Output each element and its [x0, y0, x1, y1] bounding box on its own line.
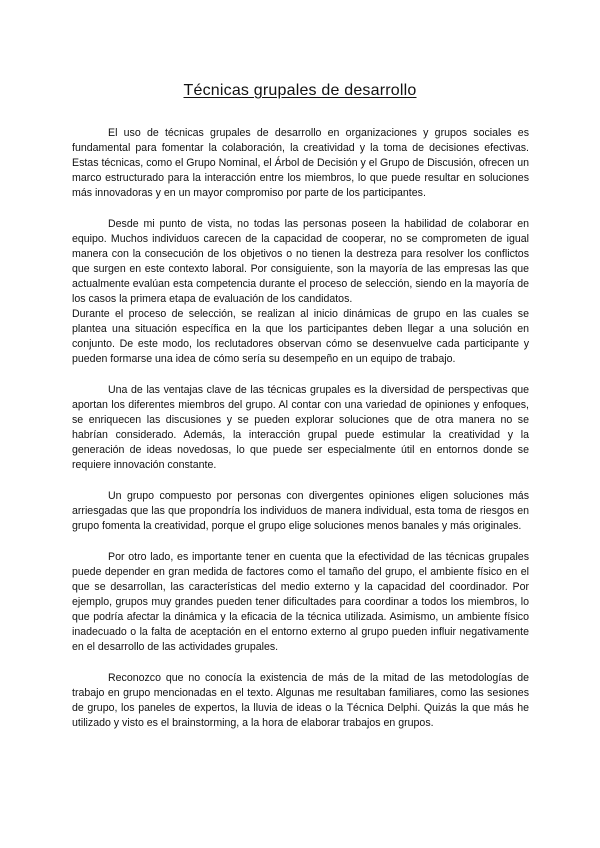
paragraph-opinion: Desde mi punto de vista, no todas las personas poseen la habilidad de colaborar en equipo. Muchos individuos carecen de la capacidad de cooperar, no se comprometen de igual manera con la consecución de los objetivos o no tienen la destreza para resolver los conflictos que surgen en este contexto laboral. Por consiguiente, son la mayoría de las empresas las que actualmente evalúan esta competencia durante el proceso de selección, siendo en la mayoría de los casos la primera etapa de evaluación de los candidatos. [72, 218, 529, 305]
paragraph-advantages: Una de las ventajas clave de las técnicas grupales es la diversidad de perspectivas que aportan los diferentes miembros del grupo. Al contar con una variedad de opiniones y enfoques, se enriquecen las discusiones y se pueden explorar soluciones que de otra manera no se habrían considerado. Además, la interacción grupal puede estimular la creatividad y la generación de ideas novedosas, lo que puede ser especialmente útil en entornos donde se requiere innovación constante. [72, 384, 529, 471]
document-body [72, 126, 529, 747]
page-title: Técnicas grupales de desarrollo [183, 82, 417, 99]
paragraph-intro: El uso de técnicas grupales de desarrollo en organizaciones y grupos sociales es fundamental para fomentar la colaboración, la creatividad y la toma de decisiones efectivas. Estas técnicas, como el Grupo Nominal, el Árbol de Decisión y el Grupo de Discusión, ofrecen un marco estructurado para la interacción entre los miembros, lo que puede resultar en soluciones más innovadoras y en un mayor compromiso por parte de los participantes. [72, 127, 529, 199]
paragraph-effectiveness-factors: Por otro lado, es importante tener en cuenta que la efectividad de las técnicas grupales puede depender en gran medida de factores como el tamaño del grupo, el ambiente físico en el que se desarrollan, las características del medio externo y la capacidad del coordinador. Por ejemplo, grupos muy grandes pueden tener dificultades para coordinar a todos los miembros, lo que podría afectar la dinámica y la eficacia de la técnica utilizada. Asimismo, un ambiente físico inadecuado o la falta de aceptación en el entorno externo al grupo pueden influir negativamente en el desarrollo de las actividades grupales. [72, 551, 529, 653]
paragraph-risk-taking: Un grupo compuesto por personas con divergentes opiniones eligen soluciones más arriesgadas que las que propondría los individuos de manera individual, esta toma de riesgos en grupo fomenta la creatividad, porque el grupo elige soluciones menos banales y más originales. [72, 490, 529, 532]
paragraph-selection-process: Durante el proceso de selección, se realizan al inicio dinámicas de grupo en las cuales se plantea una situación específica en la que los participantes deben llegar a una solución en conjunto. De este modo, los reclutadores observan cómo se desenvuelve cada participante y pueden formarse una idea de cómo sería su desempeño en un equipo de trabajo. [72, 308, 529, 365]
paragraph-reflection: Reconozco que no conocía la existencia de más de la mitad de las metodologías de trabajo en grupo mencionadas en el texto. Algunas me resultaban familiares, como las sesiones de grupo, los paneles de expertos, la lluvia de ideas o la Técnica Delphi. Quizás la que más he utilizado y visto es el brainstorming, a la hora de elaborar trabajos en grupos. [72, 672, 529, 729]
